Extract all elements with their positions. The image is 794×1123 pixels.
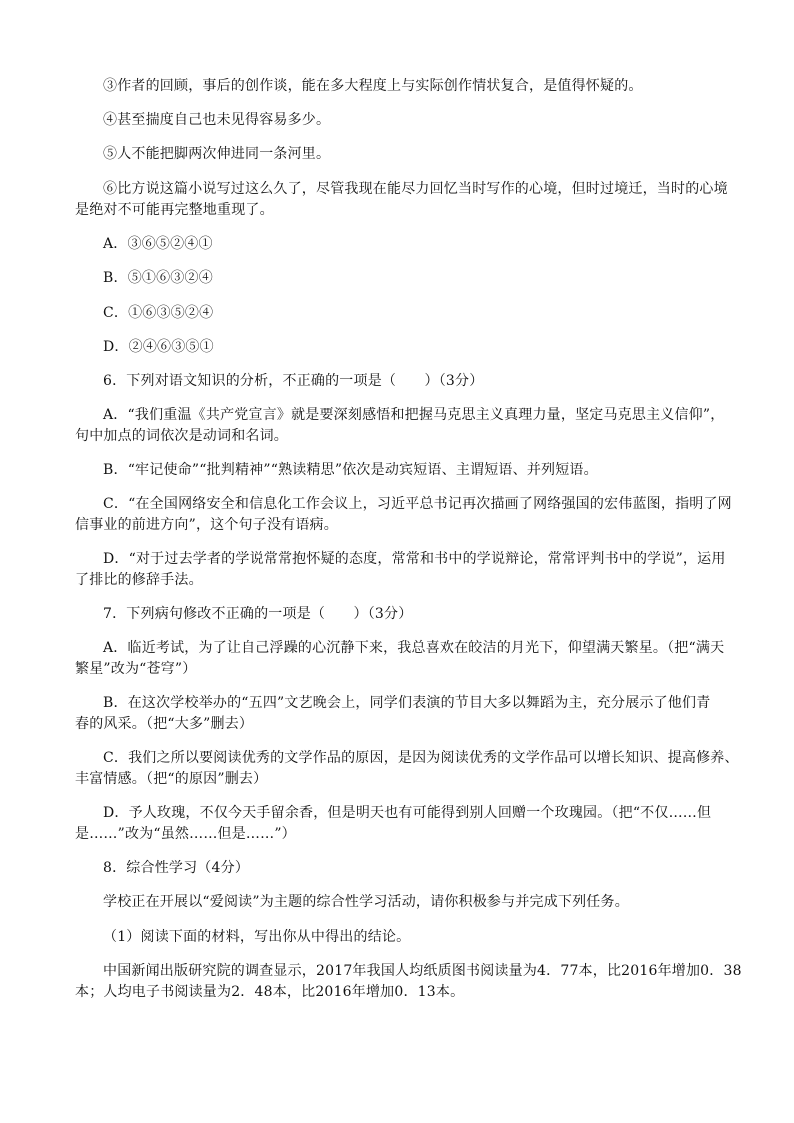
q6-option-c: C．“在全国网络安全和信息化工作会议上，习近平总书记再次描画了网络强国的宏伟蓝图，指明了网	[103, 496, 732, 512]
q8-task-1: （1）阅读下面的材料，写出你从中得出的结论。	[103, 929, 411, 945]
sentence-4: ④甚至揣度自己也未见得容易多少。	[103, 112, 331, 128]
question-8: 8．综合性学习（4分）	[103, 860, 250, 876]
q6-option-c-cont: 信事业的前进方向”，这个句子没有语病。	[75, 517, 338, 533]
question-7: 7．下列病句修改不正确的一项是（ ）（3分）	[103, 606, 413, 622]
q7-option-a-cont: 繁星”改为“苍穹”）	[75, 661, 197, 677]
sentence-5: ⑤人不能把脚两次伸进同一条河里。	[103, 146, 331, 162]
q6-option-a-cont: 句中加点的词依次是动词和名词。	[75, 428, 288, 444]
q5-option-d: D．②④⑥③⑤①	[103, 339, 214, 355]
sentence-6-cont: 是绝对不可能再完整地重现了。	[75, 202, 274, 218]
q7-option-a: A．临近考试，为了让自己浮躁的心沉静下来，我总喜欢在皎洁的月光下，仰望满天繁星。（把“满天	[103, 640, 725, 656]
q8-material: 中国新闻出版研究院的调查显示，2017年我国人均纸质图书阅读量为4．77本，比2016年增加0．38	[103, 963, 742, 979]
q7-option-c: C．我们之所以要阅读优秀的文学作品的原因，是因为阅读优秀的文学作品可以增长知识、提高修养、	[103, 750, 739, 766]
q6-option-a: A．“我们重温《共产党宣言》就是要深刻感悟和把握马克思主义真理力量，坚定马克思主义信仰”，	[103, 407, 725, 423]
q7-option-d: D．予人玫瑰，不仅今天手留余香，但是明天也有可能得到别人回赠一个玫瑰园。（把“不仅……但	[103, 805, 712, 821]
q5-option-c: C．①⑥③⑤②④	[103, 305, 214, 321]
sentence-6: ⑥比方说这篇小说写过这么久了，尽管我现在能尽力回忆当时写作的心境，但时过境迁，当时的心境	[103, 181, 728, 197]
q6-option-d: D．“对于过去学者的学说常常抱怀疑的态度，常常和书中的学说辩论，常常评判书中的学说”，运用	[103, 551, 726, 567]
question-6: 6．下列对语文知识的分析，不正确的一项是（ ）（3分）	[103, 373, 484, 389]
sentence-3: ③作者的回顾，事后的创作谈，能在多大程度上与实际创作情状复合，是值得怀疑的。	[103, 78, 643, 94]
q7-option-d-cont: 是……”改为“虽然……但是……”）	[75, 826, 296, 842]
q5-option-a: A．③⑥⑤②④①	[103, 236, 213, 252]
q8-intro: 学校正在开展以“爱阅读”为主题的综合性学习活动，请你积极参与并完成下列任务。	[103, 894, 629, 910]
q5-option-b: B．⑤①⑥③②④	[103, 270, 213, 286]
q7-option-b: B．在这次学校举办的“五四”文艺晚会上，同学们表演的节目大多以舞蹈为主，充分展示了他们青	[103, 695, 711, 711]
q6-option-d-cont: 了排比的修辞手法。	[75, 572, 203, 588]
q7-option-c-cont: 丰富情感。（把“的原因”删去）	[75, 771, 268, 787]
q8-material-cont: 本；人均电子书阅读量为2．48本，比2016年增加0．13本。	[75, 984, 465, 1000]
q7-option-b-cont: 春的风采。（把“大多”删去）	[75, 716, 254, 732]
q6-option-b: B．“牢记使命”“批判精神”“熟读精思”依次是动宾短语、主谓短语、并列短语。	[103, 462, 598, 478]
